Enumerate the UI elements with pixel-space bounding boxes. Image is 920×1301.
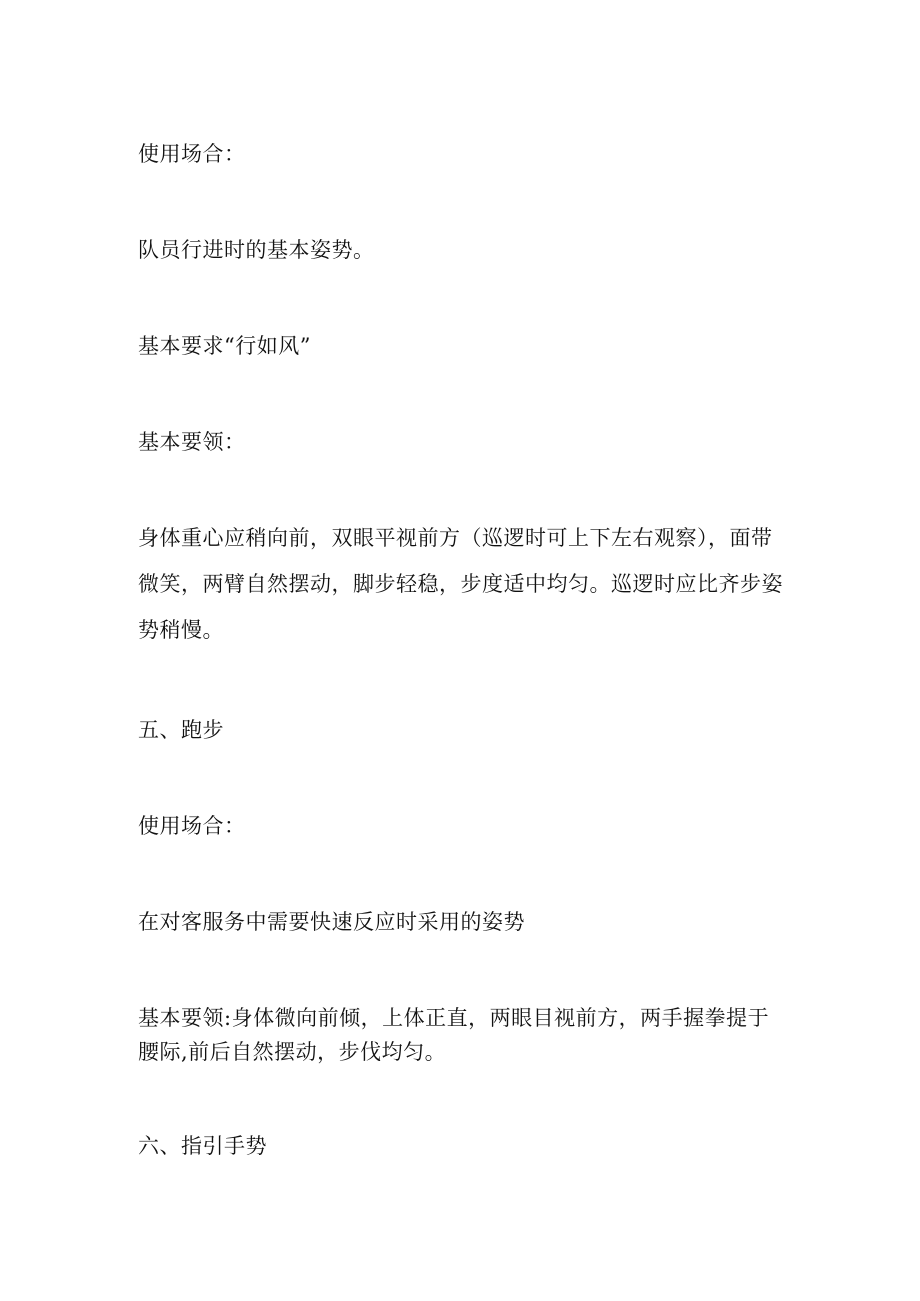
paragraph-walking-posture: 队员行进时的基本姿势。 xyxy=(138,238,375,262)
paragraph-usage-1: 使用场合： xyxy=(138,142,246,166)
paragraph-running-essentials: 基本要领:身体微向前倾，上体正直，两眼目视前方，两手握拳提于腰际,前后自然摆动，步伐均匀。 xyxy=(138,1006,770,1064)
section-heading-guiding-gestures: 六、指引手势 xyxy=(138,1134,267,1158)
paragraph-essentials-heading: 基本要领： xyxy=(138,430,246,454)
paragraph-basic-requirement: 基本要求“行如风” xyxy=(138,334,311,358)
paragraph-walking-essentials: 身体重心应稍向前，双眼平视前方（巡逻时可上下左右观察），面带微笑，两臂自然摆动，脚步轻稳，步度适中均匀。巡逻时应比齐步姿势稍慢。 xyxy=(138,526,783,642)
paragraph-running-usage: 在对客服务中需要快速反应时采用的姿势 xyxy=(138,910,525,934)
section-heading-running: 五、跑步 xyxy=(138,718,224,742)
paragraph-usage-2: 使用场合： xyxy=(138,814,246,838)
